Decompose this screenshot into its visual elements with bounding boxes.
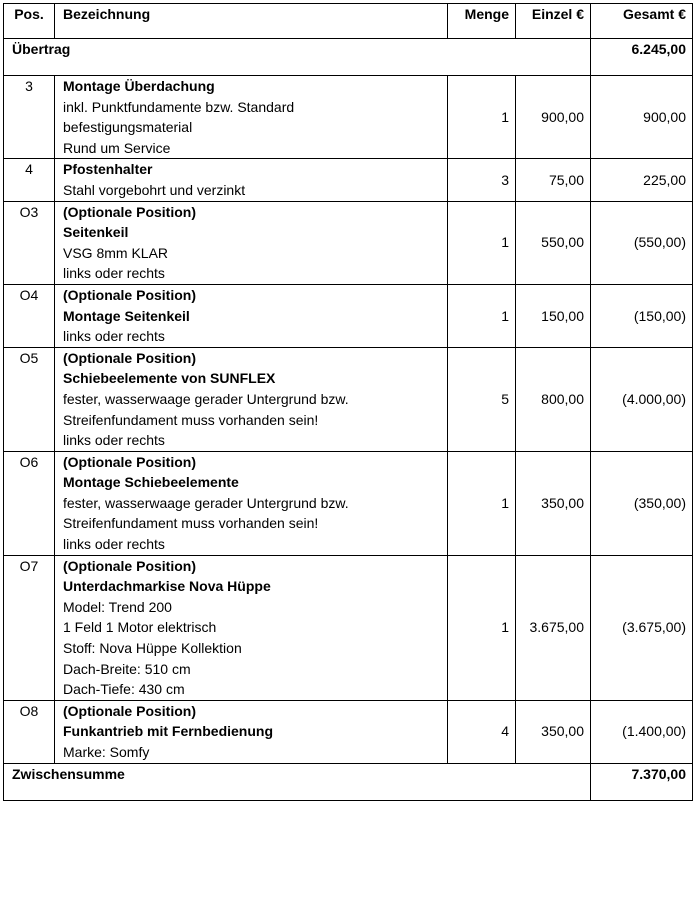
item-description [55,76,448,159]
item-detail-line: Dach-Breite: 510 cm [63,660,191,677]
item-detail-line: Marke: Somfy [63,744,150,760]
uebertrag-row [4,39,693,76]
item-einzel: 350,00 [516,451,591,555]
item-optional-flag: (Optionale Position) [63,349,196,366]
header-gesamt: Gesamt € [591,4,693,39]
item-menge: 1 [448,451,516,555]
table-row [4,347,693,451]
item-optional-flag: (Optionale Position) [63,453,196,470]
zwischensumme-value: 7.370,00 [591,763,693,800]
uebertrag-label: Übertrag [4,39,591,76]
item-pos: O4 [4,284,55,347]
table-row [4,201,693,284]
item-einzel: 800,00 [516,347,591,451]
item-gesamt: (4.000,00) [591,347,693,451]
quote-table [3,3,693,801]
item-description [55,555,448,700]
item-optional-flag: (Optionale Position) [63,557,196,574]
item-description [55,201,448,284]
header-pos: Pos. [4,4,55,39]
item-description [55,284,448,347]
table-row [4,555,693,700]
item-detail-line: links oder rechts [63,536,165,553]
item-gesamt: (3.675,00) [591,555,693,700]
item-gesamt: (150,00) [591,284,693,347]
item-einzel: 550,00 [516,201,591,284]
item-detail-line: Streifenfundament muss vorhanden sein! [63,411,319,428]
item-pos: O5 [4,347,55,451]
item-optional-flag: (Optionale Position) [63,203,196,220]
item-menge: 1 [448,284,516,347]
table-row [4,700,693,763]
item-detail-line: Stahl vorgebohrt und verzinkt [63,181,246,198]
item-detail-line: befestigungsmaterial [63,119,193,136]
item-detail-line: VSG 8mm KLAR [63,244,169,261]
header-menge: Menge [448,4,516,39]
zwischensumme-row [4,763,693,800]
item-detail-line: inkl. Punktfundamente bzw. Standard [63,98,295,115]
item-gesamt: (550,00) [591,201,693,284]
zwischensumme-label: Zwischensumme [4,763,591,800]
item-title: Unterdachmarkise Nova Hüppe [63,578,271,595]
item-menge: 3 [448,159,516,201]
item-pos: O6 [4,451,55,555]
item-title: Montage Überdachung [63,78,215,94]
item-description [55,700,448,763]
table-row [4,159,693,201]
item-title: Montage Schiebeelemente [63,474,239,491]
item-title: Pfostenhalter [63,161,153,178]
item-optional-flag: (Optionale Position) [63,702,196,719]
table-row [4,451,693,555]
item-menge: 5 [448,347,516,451]
item-einzel: 3.675,00 [516,555,591,700]
item-pos: 3 [4,76,55,159]
item-description [55,451,448,555]
item-einzel: 150,00 [516,284,591,347]
item-detail-line: 1 Feld 1 Motor elektrisch [63,619,217,636]
item-detail-line: fester, wasserwaage gerader Untergrund bzw. [63,494,349,511]
item-gesamt: (1.400,00) [591,700,693,763]
item-detail-line: Stoff: Nova Hüppe Kollektion [63,640,242,657]
item-menge: 1 [448,555,516,700]
item-menge: 4 [448,700,516,763]
item-title: Seitenkeil [63,224,129,241]
item-detail-line: Model: Trend 200 [63,598,172,615]
item-einzel: 900,00 [516,76,591,159]
item-optional-flag: (Optionale Position) [63,286,196,303]
item-description [55,159,448,201]
item-detail-line: links oder rechts [63,432,165,449]
item-gesamt: 900,00 [591,76,693,159]
header-einzel: Einzel € [516,4,591,39]
item-title: Montage Seitenkeil [63,307,190,324]
item-gesamt: (350,00) [591,451,693,555]
item-pos: 4 [4,159,55,201]
item-title: Schiebeelemente von SUNFLEX [63,370,276,387]
uebertrag-value: 6.245,00 [591,39,693,76]
item-detail-line: Rund um Service [63,139,171,156]
table-row [4,76,693,159]
item-einzel: 75,00 [516,159,591,201]
item-detail-line: Streifenfundament muss vorhanden sein! [63,515,319,532]
item-description [55,347,448,451]
item-detail-line: fester, wasserwaage gerader Untergrund bzw. [63,390,349,407]
table-header-row [4,4,693,39]
item-detail-line: links oder rechts [63,328,165,345]
item-menge: 1 [448,201,516,284]
item-title: Funkantrieb mit Fernbedienung [63,723,274,740]
item-detail-line: Dach-Tiefe: 430 cm [63,681,185,698]
item-detail-line: links oder rechts [63,265,165,282]
item-einzel: 350,00 [516,700,591,763]
table-row [4,284,693,347]
header-bezeichnung: Bezeichnung [55,4,448,39]
item-pos: O8 [4,700,55,763]
item-pos: O7 [4,555,55,700]
item-menge: 1 [448,76,516,159]
item-gesamt: 225,00 [591,159,693,201]
item-pos: O3 [4,201,55,284]
